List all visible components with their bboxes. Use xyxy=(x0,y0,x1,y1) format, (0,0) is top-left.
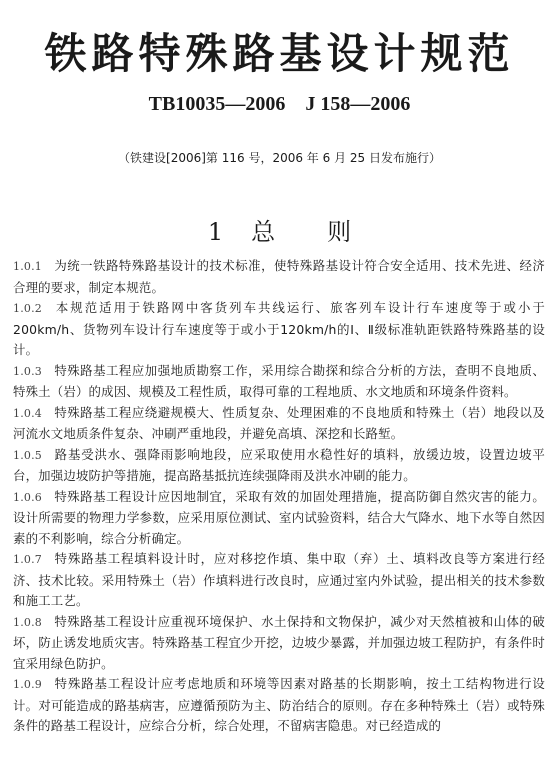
clause-text: 特殊路基工程应绕避规模大、性质复杂、处理困难的不良地质和特殊土（岩）地段以及河流水文地质条件复杂、冲刷严重地段，并避免高填、深挖和长路堑。 xyxy=(13,404,545,441)
clause-number: 1.0.5 xyxy=(13,448,42,462)
clause-1-0-5 xyxy=(13,445,545,487)
standard-code: TB10035—2006 J 158—2006 xyxy=(148,93,411,115)
clause-list xyxy=(13,256,545,737)
clause-1-0-6 xyxy=(13,487,545,550)
page-title: 铁路特殊路基设计规范 xyxy=(44,29,515,78)
clause-1-0-4 xyxy=(13,403,545,445)
clause-number: 1.0.1 xyxy=(13,260,42,273)
issue-note: （铁建设[2006]第 116 号，2006 年 6 月 25 日发布施行） xyxy=(118,151,441,165)
clause-number: 1.0.6 xyxy=(13,490,42,504)
clause-1-0-3 xyxy=(13,361,545,403)
clause-text: 为统一铁路特殊路基设计的技术标准，使特殊路基设计符合安全适用、技术先进、经济合理的要求，制定本规范。 xyxy=(13,258,545,295)
clause-number: 1.0.4 xyxy=(13,406,42,420)
clause-text: 特殊路基工程设计应因地制宜，采取有效的加固处理措施，提高防御自然灾害的能力。设计所需要的物理力学参数，应采用原位测试、室内试验资料，结合大气降水、地下水等自然因素的不利影响，综合分析确定。 xyxy=(13,488,545,546)
clause-1-0-8 xyxy=(13,612,545,675)
chapter-heading xyxy=(0,215,559,249)
chapter-title: 总则 xyxy=(251,218,404,246)
clause-1-0-9 xyxy=(13,674,545,737)
clause-text: 特殊路基工程应加强地质勘察工作，采用综合勘探和综合分析的方法，查明不良地质、特殊土（岩）的成因、规模及工程性质，取得可靠的工程地质、水文地质和环境条件资料。 xyxy=(13,362,545,399)
clause-number: 1.0.8 xyxy=(13,615,42,629)
clause-text: 本规范适用于铁路网中客货列车共线运行、旅客列车设计行车速度等于或小于200km/h、货物列车设计行车速度等于或小于120km/h的Ⅰ、Ⅱ级标准轨距铁路特殊路基的设计。 xyxy=(13,300,545,357)
clause-text: 路基受洪水、强降雨影响地段，应采取使用水稳性好的填料，放缓边坡，设置边坡平台，加强边坡防护等措施，提高路基抵抗连续强降雨及洪水冲刷的能力。 xyxy=(13,446,545,483)
clause-text: 特殊路基工程设计应考虑地质和环境等因素对路基的长期影响，按土工结构物进行设计。对可能造成的路基病害，应遵循预防为主、防治结合的原则。存在多种特殊土（岩）或特殊条件的路基工程设计，应综合分析，综合处理，不留病害隐患。对已经造成的 xyxy=(13,676,545,733)
clause-text: 特殊路基工程填料设计时，应对移挖作填、集中取（弃）土、填料改良等方案进行经济、技术比较。采用特殊土（岩）作填料进行改良时，应通过室内外试验，提出相关的技术参数和施工工艺。 xyxy=(13,551,545,608)
clause-1-0-2 xyxy=(13,298,545,361)
chapter-number: 1 xyxy=(207,218,224,246)
clause-1-0-1 xyxy=(13,256,545,298)
clause-number: 1.0.3 xyxy=(13,364,42,378)
clause-1-0-7 xyxy=(13,549,545,612)
clause-number: 1.0.7 xyxy=(13,553,42,566)
clause-number: 1.0.9 xyxy=(13,678,42,691)
clause-number: 1.0.2 xyxy=(13,302,42,315)
clause-text: 特殊路基工程设计应重视环境保护、水土保持和文物保护，减少对天然植被和山体的破坏，防止诱发地质灾害。特殊路基工程宜少开挖，边坡少暴露，并加强边坡工程防护，有条件时宜采用绿色防护。 xyxy=(13,613,545,671)
